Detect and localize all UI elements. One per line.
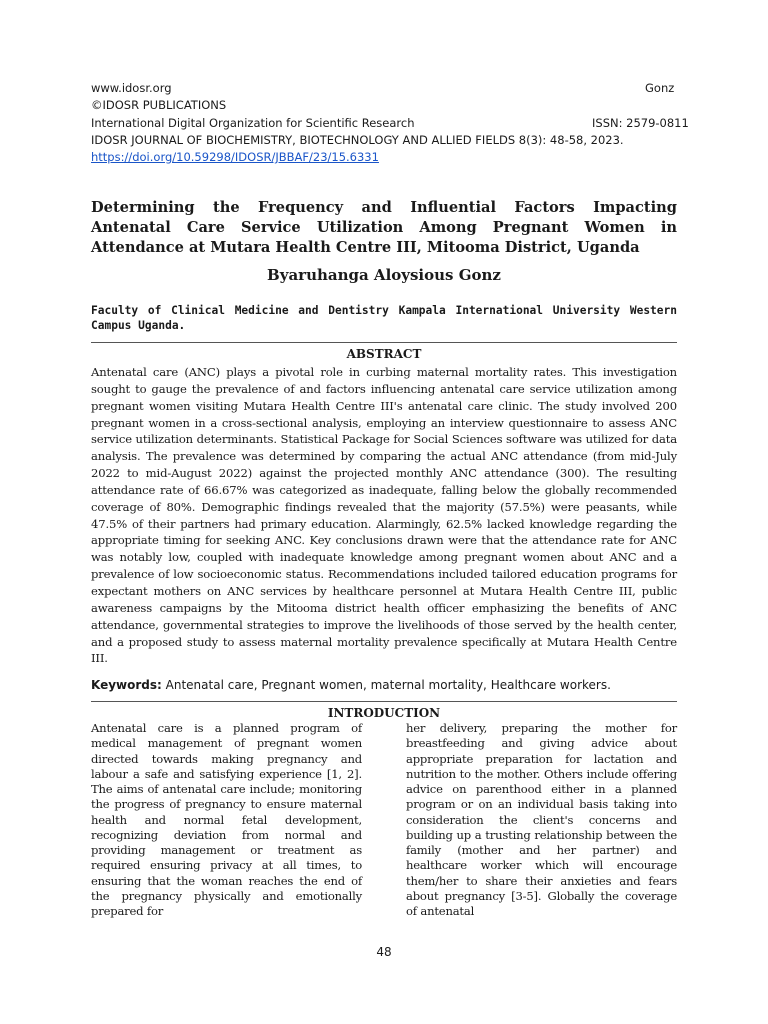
introduction-right-column: her delivery, preparing the mother for breastfeeding and giving advice about appropriate preparation for lactation and nutrition to the mother. Others include offering advice on parenthood either in a planned program or on an individual basis taking into consideration the client's concerns and building up a trusting relationship between the family (mother and her partner) and healthcare worker which will encourage them/her to share their anxieties and fears about pregnancy [3-5]. Globally the coverage of antenatal [406,721,677,918]
keywords-text: Antenatal care, Pregnant women, maternal mortality, Healthcare workers. [165,678,611,692]
organization-name: International Digital Organization for Scientific Research [91,116,415,130]
author-affiliation: Faculty of Clinical Medicine and Dentistry Kampala International University Western Campus Uganda. [91,304,677,332]
keywords-label: Keywords: [91,678,162,692]
doi-link[interactable]: https://doi.org/10.59298/IDOSR/JBBAF/23/15.6331 [91,150,379,164]
abstract-bottom-rule [91,701,677,702]
running-author: Gonz [645,81,675,95]
page-number: 48 [376,945,392,959]
abstract-top-rule [91,342,677,343]
article-title: Determining the Frequency and Influential Factors Impacting Antenatal Care Service Utilization Among Pregnant Women in Attendance at Mutara Health Centre III, Mitooma District, Uganda [91,199,677,256]
publisher-name: ©IDOSR PUBLICATIONS [91,98,227,112]
keywords-line [91,677,677,693]
introduction-left-column: Antenatal care is a planned program of medical management of pregnant women directed towards making pregnancy and labour a safe and satisfying experience [1, 2]. The aims of antenatal care include; monitoring the progress of pregnancy to ensure maternal health and normal fetal development, recognizing deviation from normal and providing management or treatment as required ensuring privacy at all times, to ensuring that the woman reaches the end of the pregnancy physically and emotionally prepared for [91,721,362,918]
author-name: Byaruhanga Aloysious Gonz [267,266,501,284]
journal-website: www.idosr.org [91,81,172,95]
journal-citation: IDOSR JOURNAL OF BIOCHEMISTRY, BIOTECHNOLOGY AND ALLIED FIELDS 8(3): 48-58, 2023. [91,133,624,147]
abstract-heading: ABSTRACT [346,347,422,361]
issn: ISSN: 2579-0811 [592,116,689,130]
abstract-body: Antenatal care (ANC) plays a pivotal role in curbing maternal mortality rates. This investigation sought to gauge the prevalence of and factors influencing antenatal care service utilization among pregnant women visiting Mutara Health Centre III's antenatal care clinic. The study involved 200 pregnant women in a cross-sectional analysis, employing an interview questionnaire to assess ANC service utilization determinants. Statistical Package for Social Sciences software was utilized for data analysis. The prevalence was determined by comparing the actual ANC attendance (from mid-July 2022 to mid-August 2022) against the projected monthly ANC attendance (300). The resulting attendance rate of 66.67% was categorized as inadequate, falling below the globally recommended coverage of 80%. Demographic findings revealed that the majority (57.5%) were peasants, while 47.5% of their partners had primary education. Alarmingly, 62.5% lacked knowledge regarding the appropriate timing for seeking ANC. Key conclusions drawn were that the attendance rate for ANC was notably low, coupled with inadequate knowledge among pregnant women about ANC and a prevalence of low socioeconomic status. Recommendations included tailored education programs for expectant mothers on ANC services by healthcare personnel at Mutara Health Centre III, public awareness campaigns by the Mitooma district health officer emphasizing the benefits of ANC attendance, governmental strategies to improve the livelihoods of those served by the health center, and a proposed study to assess maternal mortality prevalence specifically at Mutara Health Centre III. [91,365,677,666]
introduction-heading: INTRODUCTION [327,706,441,720]
